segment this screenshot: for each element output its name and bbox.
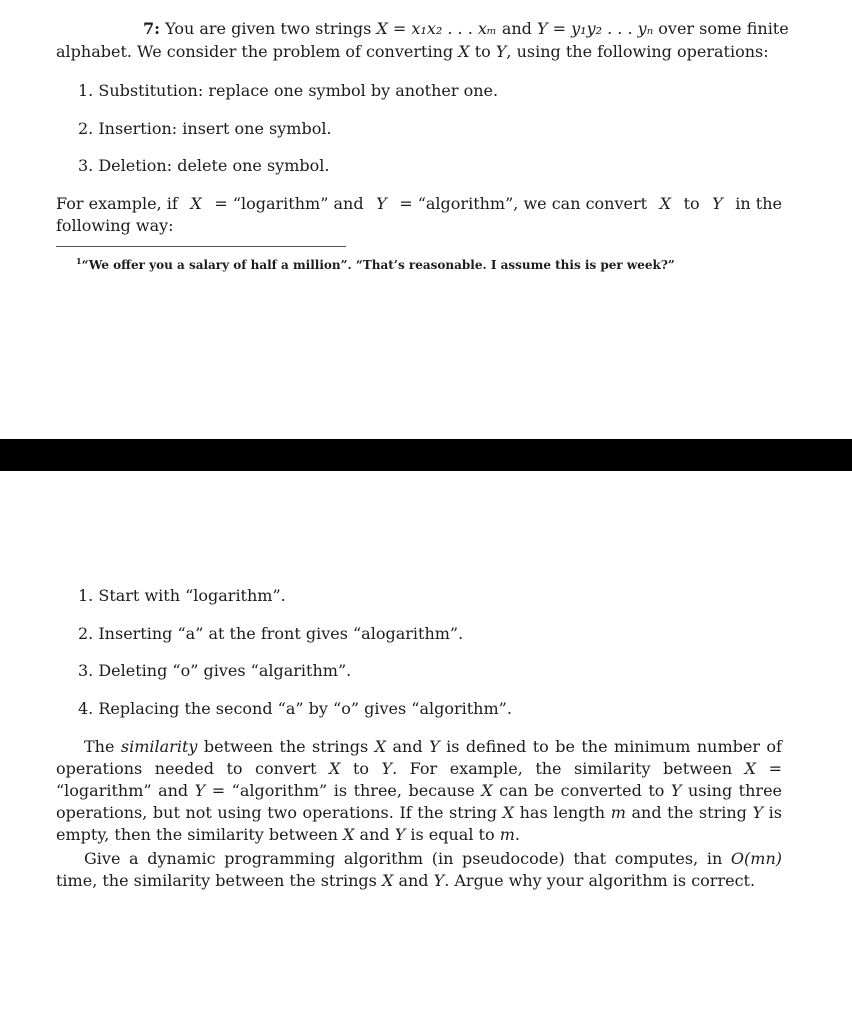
similarity-paragraph: The similarity between the strings X and Y is defined to be the minimum number of operations needed to convert X to Y. For example, the similarity between X = “logarithm” and Y = “algorithm” is three, because X can be converted to Y using three operations, but not using two operations. If the string X has length m and the string Y is empty, then the similarity between X and Y is equal to m. [56,737,783,844]
operation-item: 1. Substitution: replace one symbol by another one. [78,81,499,100]
operation-item: 2. Insertion: insert one symbol. [78,119,332,138]
step-item: 1. Start with “logarithm”. [78,586,286,605]
step-item: 3. Deleting “o” gives “algarithm”. [78,661,352,680]
example-line1: For example, if X = “logarithm” and Y = “algorithm”, we can convert X to Y in the [56,194,782,213]
footnote-mark: 1 [76,256,82,266]
step-item: 2. Inserting “a” at the front gives “alogarithm”. [78,624,464,643]
task-paragraph: Give a dynamic programming algorithm (in pseudocode) that computes, in O(mn) time, the similarity between the strings X and Y. Argue why your algorithm is correct. [56,849,782,890]
problem-number: 7: [143,19,161,38]
similarity-term: similarity [120,737,198,756]
example-line2: following way: [56,216,174,235]
operation-item: 3. Deletion: delete one symbol. [78,156,330,175]
footnote [76,252,675,274]
problem-intro-line1: 7: You are given two strings X = x₁x₂ . . . xₘ and Y = y₁y₂ . . . yₙ over some finite [143,19,789,38]
footnote-rule [56,246,346,247]
footnote-text: “We offer you a salary of half a million”. “That’s reasonable. I assume this is per week?” [81,258,675,272]
problem-intro-line2: alphabet. We consider the problem of converting X to Y, using the following operations: [56,42,769,61]
step-item: 4. Replacing the second “a” by “o” gives “algorithm”. [78,699,512,718]
page-break-band [0,439,852,471]
